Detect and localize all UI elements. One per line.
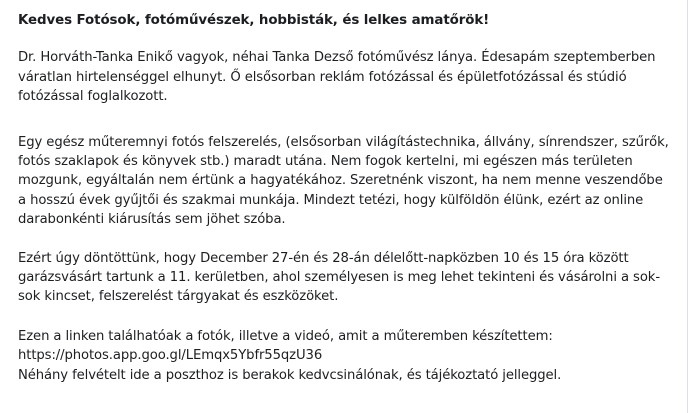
paragraph-line: fotós szaklapok és könyvek stb.) maradt utána. Nem fogok kertelni, mi egészen más területen (18, 154, 633, 170)
paragraph-line: váratlan hirtelenséggel elhunyt. Ő elsősorban reklám fotózással és épületfotózással és stúdió (18, 69, 627, 85)
paragraph-line: Néhány felvételt ide a poszthoz is berakok kedvcsinálónak, és tájékoztató jelleggel. (18, 367, 562, 383)
post-headline: Kedves Fotósok, fotóművészek, hobbisták, és lelkes amatőrök! (18, 13, 490, 28)
post-body (18, 11, 673, 385)
paragraph-line: garázsvásárt tartunk a 11. kerületben, ahol személyesen is meg lehet tekinteni és vásárolni a sok- (18, 270, 660, 286)
post-paragraph-1 (18, 48, 673, 106)
paragraph-line: a hosszú évek gyűjtői és szakmai munkája. Mindezt tetézi, hogy külföldön élünk, ezért az online (18, 192, 644, 208)
paragraph-line: Ezen a linken találhatóak a fotók, illetve a videó, amit a műteremben készítettem: (18, 328, 553, 344)
paragraph-line: Ezért úgy döntöttünk, hogy December 27-én és 28-án délelőtt-napközben 10 és 15 óra között (18, 250, 629, 266)
post-paragraph-3 (18, 249, 673, 307)
paragraph-line: mozgunk, egyáltalán nem értünk a hagyatékához. Szeretnénk viszont, ha nem menne veszendőbe (18, 173, 663, 189)
paragraph-line: darabonkénti kiárusítás sem jöhet szóba. (18, 212, 286, 228)
paragraph-line: Dr. Horváth-Tanka Enikő vagyok, néhai Tanka Dezső fotóművész lánya. Édesapám szeptemberben (18, 50, 656, 66)
paragraph-line: Egy egész műteremnyi fotós felszerelés, (elsősorban világítástechnika, állvány, sínrendszer, szűrők, (18, 134, 669, 150)
paragraph-line: fotózással foglalkozott. (18, 89, 168, 105)
post-paragraph-2 (18, 133, 673, 230)
paragraph-line: sok kincset, felszerelést tárgyakat és eszközöket. (18, 289, 339, 305)
post-paragraph-4 (18, 327, 673, 385)
photos-link[interactable]: https://photos.app.goo.gl/LEmqx5Ybfr55qzU36 (18, 348, 323, 364)
